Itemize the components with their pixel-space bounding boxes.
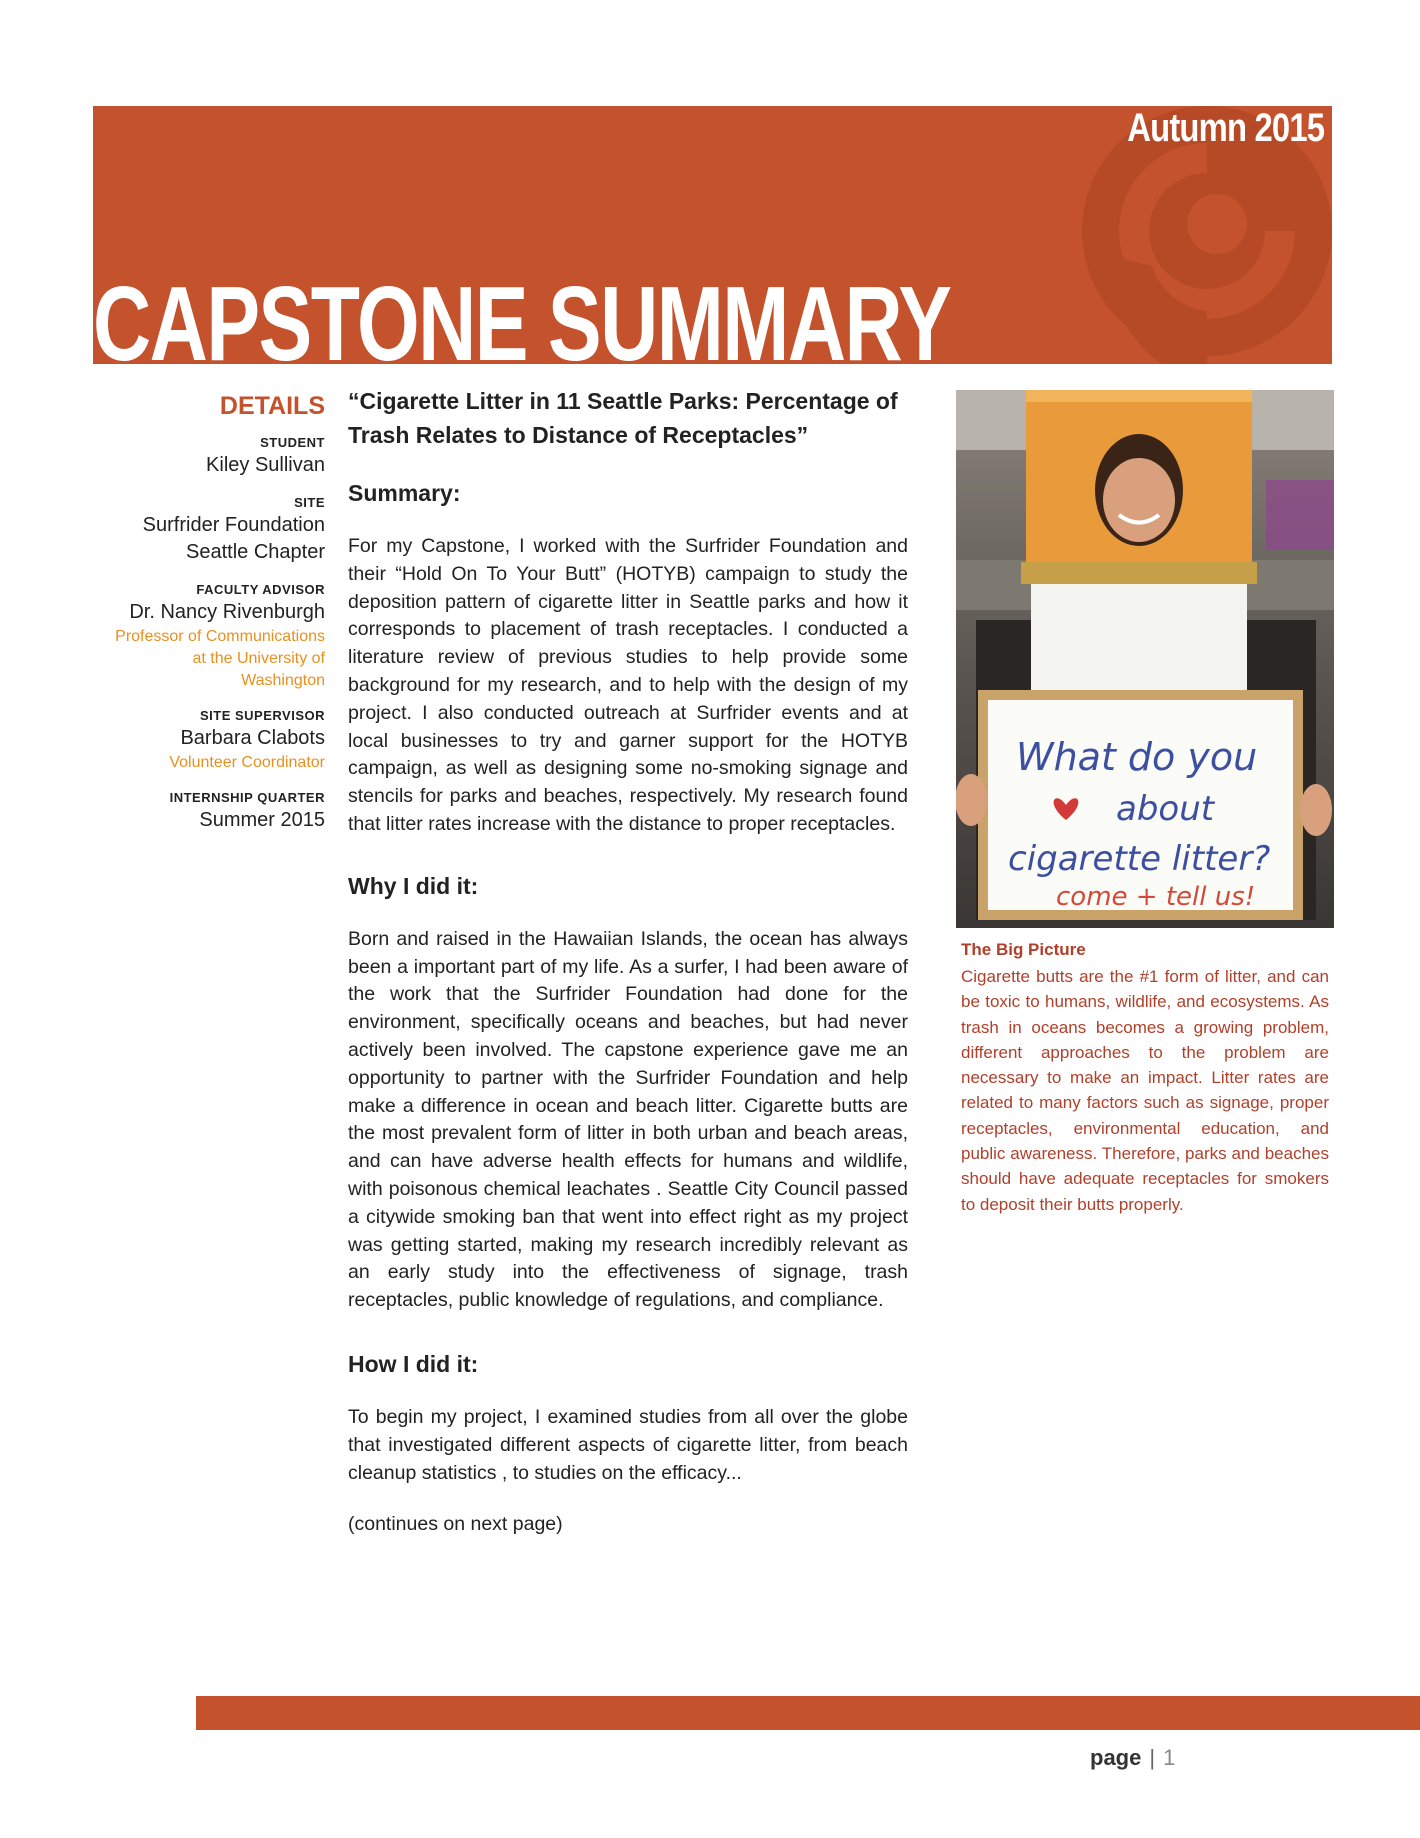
project-title: “Cigarette Litter in 11 Seattle Parks: Percentage of Trash Relates to Distance of Receptacles” [348, 388, 898, 448]
quarter-block [93, 790, 325, 834]
supervisor-name: Barbara Clabots [180, 727, 325, 749]
advisor-title-line1: Professor of Communications [115, 628, 325, 645]
student-name: Kiley Sullivan [206, 454, 325, 476]
caption-title: The Big Picture [961, 940, 1086, 959]
site-label: SITE [294, 495, 325, 510]
advisor-label: FACULTY ADVISOR [196, 582, 325, 597]
why-heading: Why I did it: [348, 872, 479, 899]
board-line2: about [1116, 789, 1215, 829]
quarter-value: Summer 2015 [199, 809, 325, 831]
site-name-line2: Seattle Chapter [186, 541, 325, 563]
main-content [348, 384, 908, 1536]
season-label: Autumn 2015 [1127, 106, 1324, 150]
campaign-photo [956, 390, 1334, 928]
summary-text: For my Capstone, I worked with the Surfrider Foundation and their “Hold On To Your Butt” (HOTYB) campaign to study the deposition pattern of cigarette litter in Seattle parks and how it corresponds to placement of trash receptacles. I conducted a literature review of previous studies to help provide some background for my research, and to help with the design of my project. I also conducted outreach at Surfrider events and at local businesses to try and garner support for the HOTYB campaign, as well as designing some no-smoking signage and stencils for parks and beaches, respectively. My research found that litter rates increase with the distance to proper receptacles. [348, 535, 908, 835]
supervisor-block [93, 708, 325, 774]
board-line3: cigarette litter? [1008, 839, 1271, 879]
quarter-label: INTERNSHIP QUARTER [169, 790, 325, 805]
advisor-name: Dr. Nancy Rivenburgh [129, 601, 325, 623]
big-picture-caption [961, 940, 1329, 1217]
summary-heading: Summary: [348, 480, 461, 506]
caption-text: Cigarette butts are the #1 form of litter, and can be toxic to humans, wildlife, and ecosystems. As trash in oceans becomes a growing problem, different approaches to the problem are necessary to make an impact. Litter rates are related to many factors such as signage, proper receptacles, environmental education, and public awareness. Therefore, parks and beaches should have adequate receptacles for smokers to deposit their butts properly. [961, 967, 1329, 1214]
details-heading: DETAILS [219, 392, 325, 420]
how-text: To begin my project, I examined studies from all over the globe that investigated different aspects of cigarette litter, from beach cleanup statistics , to studies on the efficacy... [348, 1405, 908, 1484]
student-block [93, 435, 325, 479]
board-line4: come + tell us! [1056, 882, 1256, 912]
site-name-line1: Surfrider Foundation [142, 514, 325, 536]
how-heading: How I did it: [348, 1350, 479, 1377]
details-panel [93, 392, 325, 850]
advisor-block [93, 582, 325, 692]
supervisor-title: Volunteer Coordinator [169, 754, 325, 771]
advisor-title-line2: at the University of [192, 650, 325, 667]
continues-note: (continues on next page) [348, 1513, 563, 1536]
supervisor-label: SITE SUPERVISOR [199, 708, 325, 723]
page-separator: | [1149, 1745, 1156, 1770]
page-label: page [1090, 1745, 1142, 1770]
page-number [1090, 1745, 1175, 1771]
header-banner [93, 106, 1332, 364]
site-block [93, 495, 325, 566]
board-line1: What do you [1016, 735, 1258, 779]
student-label: STUDENT [260, 435, 325, 450]
page-digit: 1 [1163, 1745, 1176, 1770]
page-title: CAPSTONE SUMMARY [93, 265, 951, 364]
person-in-cigarette-costume-icon [956, 390, 1334, 928]
footer-bar [196, 1696, 1420, 1730]
advisor-title-line3: Washington [241, 672, 325, 689]
why-text: Born and raised in the Hawaiian Islands, the ocean has always been a important part of my life. As a surfer, I had been aware of the work that the Surfrider Foundation had done for the environment, specifically oceans and beaches, but had never actively been involved. The capstone experience gave me an opportunity to partner with the Surfrider Foundation and help make a difference in ocean and beach litter. Cigarette butts are the most prevalent form of litter in both urban and beach areas, and can have adverse health effects for humans and wildlife, with poisonous chemical leachates . Seattle City Council passed a citywide smoking ban that went into effect right as my project was getting started, making my research incredibly relevant as an early study into the effectiveness of signage, trash receptacles, public knowledge of regulations, and compliance. [348, 927, 908, 1312]
